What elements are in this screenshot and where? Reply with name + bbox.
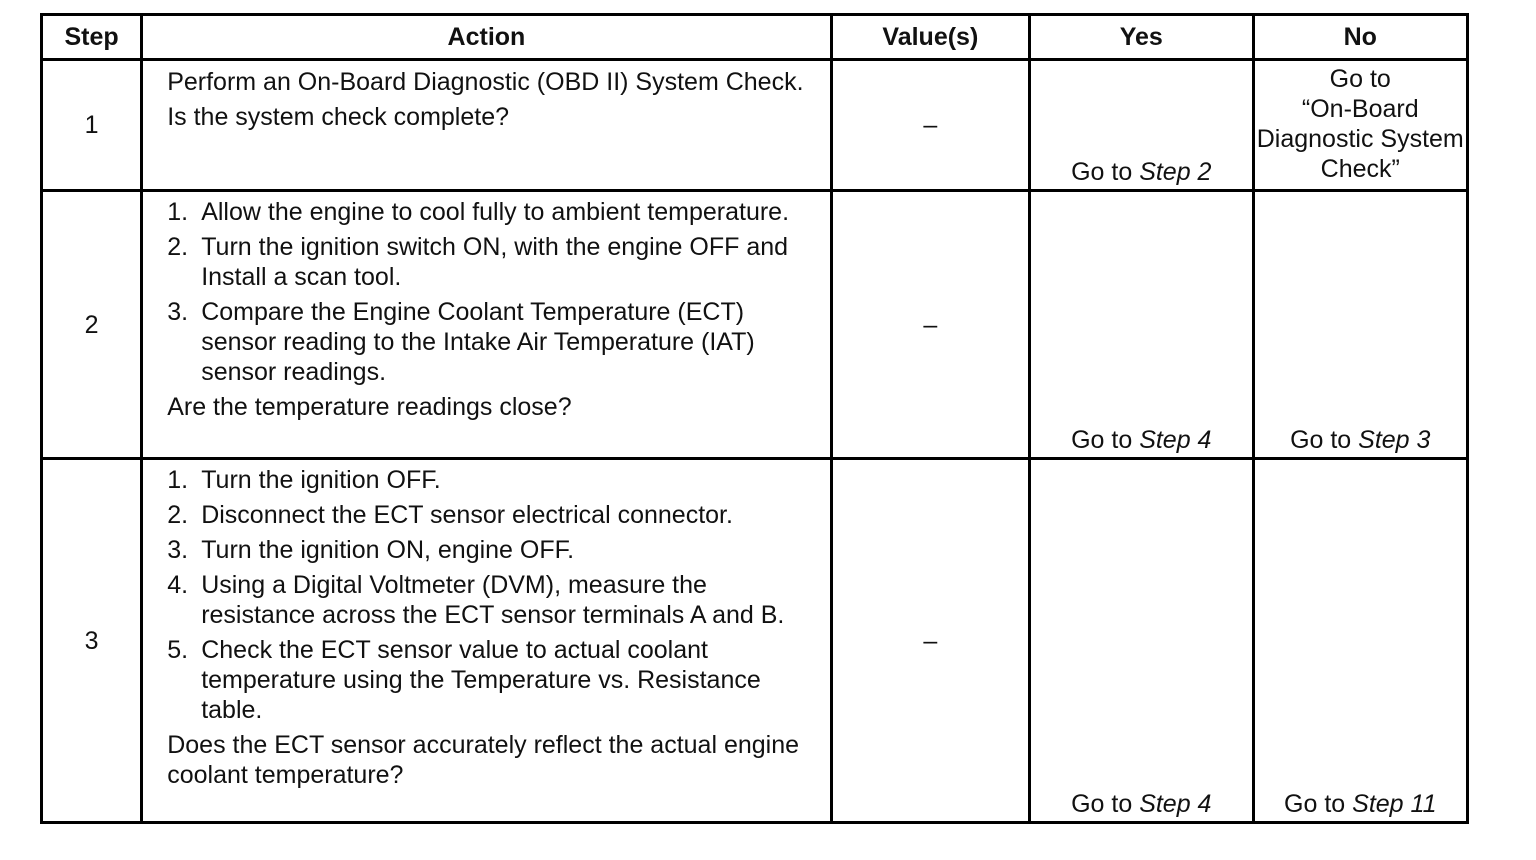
no-prefix: Go to (1284, 790, 1353, 818)
step-number: 1 (42, 60, 142, 191)
action-text: Perform an On-Board Diagnostic (OBD II) System Check. (167, 68, 804, 96)
yes-step-link: Step 2 (1139, 158, 1212, 186)
action-steps-list (167, 465, 817, 725)
list-item-text: Turn the ignition switch ON, with the engine OFF and Install a scan tool. (201, 233, 789, 291)
no-cell (1253, 191, 1467, 459)
header-step: Step (42, 15, 142, 60)
yes-step-link: Step 4 (1139, 426, 1212, 454)
list-item: 4. Using a Digital Voltmeter (DVM), measure the resistance across the ECT sensor terminals A and B. (167, 571, 785, 629)
action-question: Does the ECT sensor accurately reflect the actual engine coolant temperature? (167, 731, 800, 789)
list-item-text: Compare the Engine Coolant Temperature (ECT) sensor reading to the Intake Air Temperature (IAT) sensor readings. (201, 298, 755, 386)
list-item: 3. Compare the Engine Coolant Temperature (ECT) sensor reading to the Intake Air Temperature (IAT) sensor readings. (167, 298, 755, 386)
action-cell (142, 60, 831, 191)
diagnostic-table (40, 13, 1469, 824)
no-prefix: Go to (1290, 426, 1359, 454)
table-row (42, 191, 1468, 459)
yes-cell (1030, 459, 1253, 823)
list-item: 1. Allow the engine to cool fully to ambient temperature. (167, 198, 790, 226)
action-cell (142, 459, 831, 823)
no-step-link: Step 3 (1358, 426, 1431, 454)
value-cell: – (831, 60, 1029, 191)
no-cell (1253, 60, 1467, 191)
yes-prefix: Go to (1071, 790, 1140, 818)
value-cell: – (831, 459, 1029, 823)
list-item: 1. Turn the ignition OFF. (167, 466, 441, 494)
value-cell: – (831, 191, 1029, 459)
action-steps-list (167, 197, 817, 387)
step-number: 3 (42, 459, 142, 823)
list-item: 2. Turn the ignition switch ON, with the engine OFF and Install a scan tool. (167, 233, 789, 291)
list-item-text: Allow the engine to cool fully to ambient temperature. (201, 198, 790, 226)
list-item: 2. Disconnect the ECT sensor electrical connector. (167, 501, 733, 529)
list-item: 3. Turn the ignition ON, engine OFF. (167, 536, 575, 564)
list-item-text: Disconnect the ECT sensor electrical connector. (201, 501, 733, 529)
yes-cell (1030, 60, 1253, 191)
header-yes: Yes (1030, 15, 1253, 60)
action-question: Are the temperature readings close? (167, 393, 572, 421)
table-row (42, 459, 1468, 823)
header-row (42, 15, 1468, 60)
list-item-text: Turn the ignition ON, engine OFF. (201, 536, 575, 564)
action-cell (142, 191, 831, 459)
yes-prefix: Go to (1071, 426, 1140, 454)
header-action: Action (142, 15, 831, 60)
list-item-text: Check the ECT sensor value to actual coolant temperature using the Temperature vs. Resistance table. (201, 636, 761, 724)
action-question: Is the system check complete? (167, 103, 510, 131)
list-item: 5. Check the ECT sensor value to actual coolant temperature using the Temperature vs. Resistance table. (167, 636, 761, 724)
yes-cell (1030, 191, 1253, 459)
list-item-text: Using a Digital Voltmeter (DVM), measure the resistance across the ECT sensor terminals A and B. (201, 571, 785, 629)
table-row (42, 60, 1468, 191)
no-cell (1253, 459, 1467, 823)
yes-prefix: Go to (1071, 158, 1140, 186)
step-number: 2 (42, 191, 142, 459)
header-no: No (1253, 15, 1467, 60)
no-text: Go to “On-Board Diagnostic System Check” (1256, 65, 1464, 183)
header-values: Value(s) (831, 15, 1029, 60)
yes-step-link: Step 4 (1139, 790, 1212, 818)
no-step-link: Step 11 (1352, 790, 1437, 818)
list-item-text: Turn the ignition OFF. (201, 466, 441, 494)
